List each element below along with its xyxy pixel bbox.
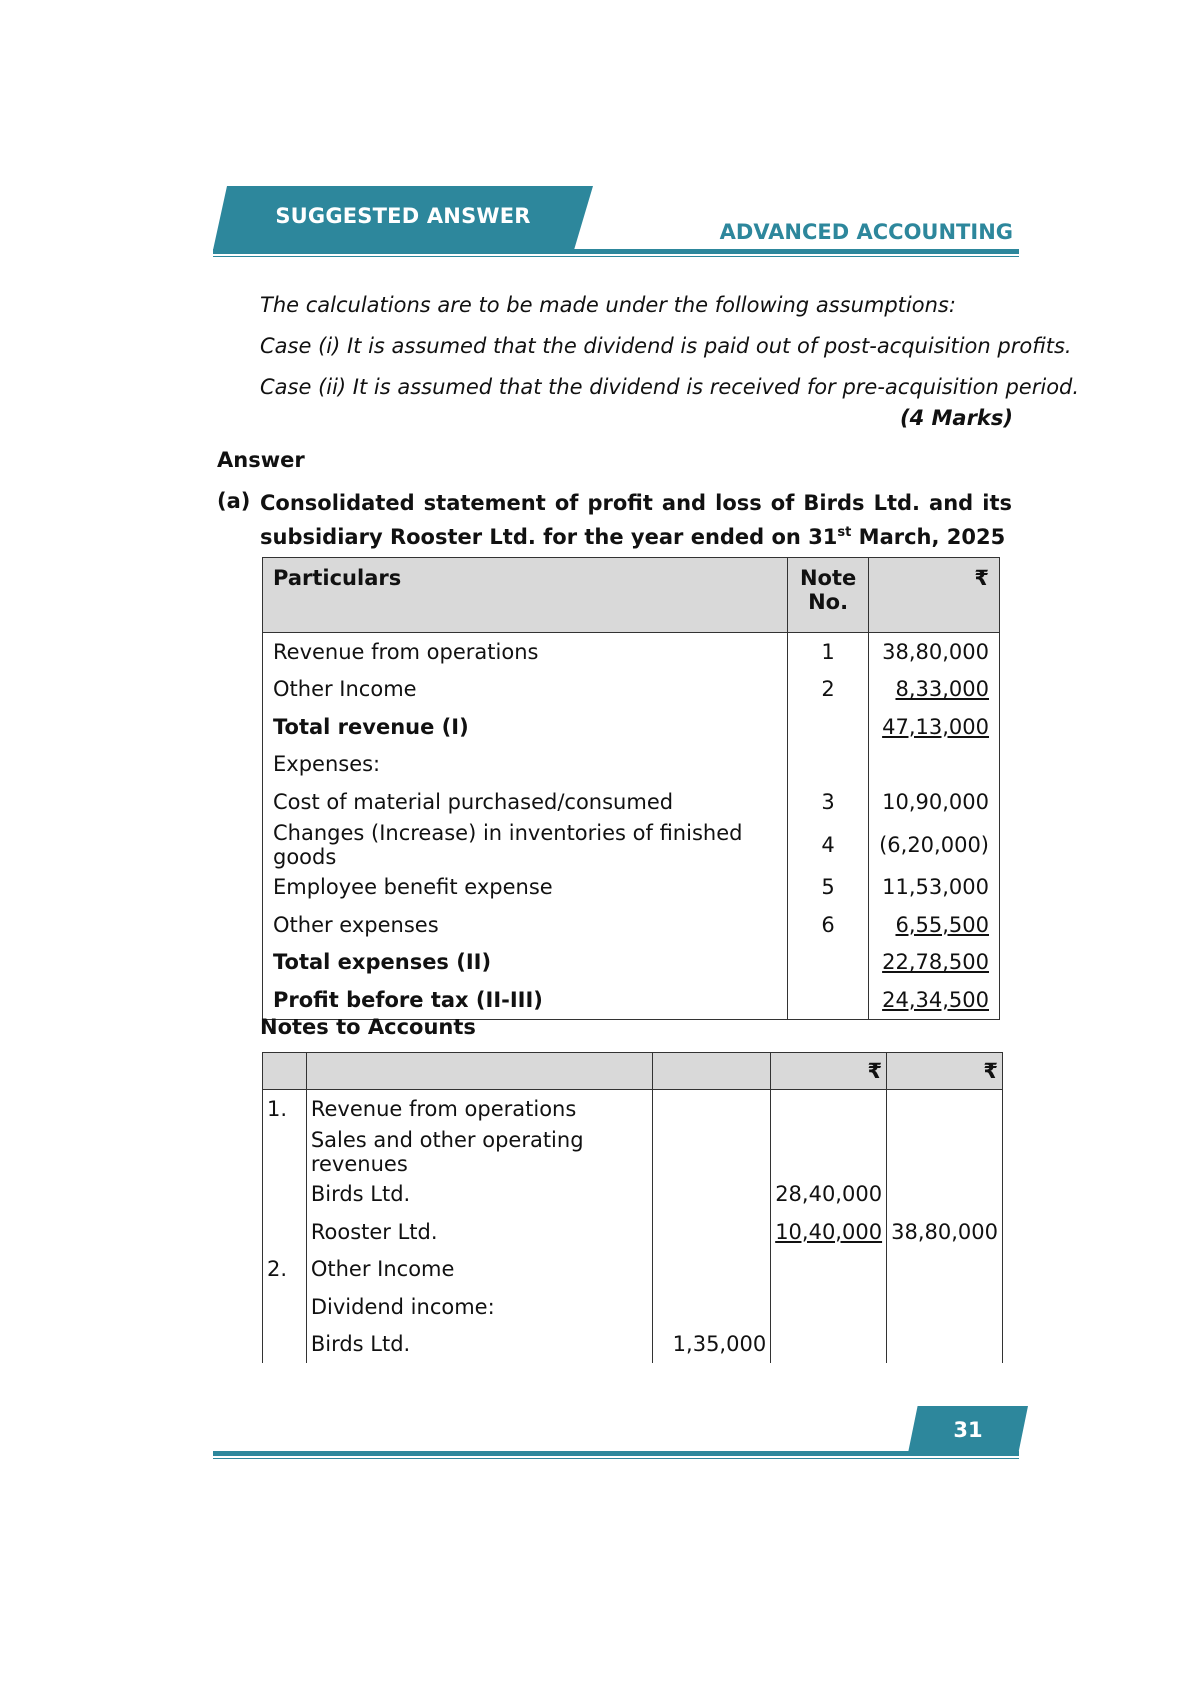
table-row [263,906,1000,944]
row-note: 1 [788,633,869,671]
header-rule [213,249,1019,254]
note-amount-a [653,1128,771,1176]
note-amount-a [653,1090,771,1128]
table-row [263,981,1000,1019]
row-particulars: Employee benefit expense [263,869,788,907]
row-note [788,708,869,746]
notes-table [262,1052,1003,1363]
row-amount: 47,13,000 [869,708,1000,746]
table-row [263,1326,1003,1364]
page-number: 31 [953,1418,983,1442]
note-amount-a [653,1288,771,1326]
note-amount-c [887,1176,1003,1214]
note-number: 2. [263,1251,307,1289]
marks-label: (4 Marks) [899,406,1013,430]
note-amount-c [887,1128,1003,1176]
row-note: 3 [788,783,869,821]
row-particulars: Revenue from operations [263,633,788,671]
table-row [263,1176,1003,1214]
row-note [788,746,869,784]
row-amount: 22,78,500 [869,944,1000,982]
note-desc: Sales and other operating revenues [306,1128,653,1176]
col-header-amount: ₹ [869,558,1000,633]
table-row [263,1251,1003,1289]
col-header-1 [263,1053,307,1090]
note-amount-c [887,1090,1003,1128]
table-row [263,783,1000,821]
note-amount-b [771,1326,887,1364]
col-header-3 [653,1053,771,1090]
table-row [263,746,1000,784]
row-particulars: Profit before tax (II-III) [263,981,788,1019]
note-amount-a: 1,35,000 [653,1326,771,1364]
note-amount-c [887,1326,1003,1364]
note-amount-b: 10,40,000 [771,1213,887,1251]
footer-rule [213,1451,1019,1456]
note-desc: Dividend income: [306,1288,653,1326]
table-header-row [263,1053,1003,1090]
row-amount: 6,55,500 [869,906,1000,944]
row-amount: 24,34,500 [869,981,1000,1019]
note-number [263,1326,307,1364]
row-note: 2 [788,671,869,709]
header-subject: ADVANCED ACCOUNTING [719,220,1013,244]
note-number [263,1288,307,1326]
note-amount-c: 38,80,000 [887,1213,1003,1251]
row-note: 4 [788,821,869,869]
header-tab-label: SUGGESTED ANSWER [275,204,531,228]
note-desc: Other Income [306,1251,653,1289]
note-amount-b [771,1251,887,1289]
table-row [263,944,1000,982]
note-desc: Revenue from operations [306,1090,653,1128]
row-particulars: Expenses: [263,746,788,784]
table-row [263,1128,1003,1176]
row-note: 5 [788,869,869,907]
table-row [263,1288,1003,1326]
footer-rule-thin [213,1458,1019,1459]
row-particulars: Cost of material purchased/consumed [263,783,788,821]
table-row [263,869,1000,907]
table-row [263,1090,1003,1128]
header-rule-thin [213,256,1019,257]
note-number [263,1213,307,1251]
table-row [263,1213,1003,1251]
row-amount [869,746,1000,784]
note-number [263,1176,307,1214]
note-amount-b [771,1288,887,1326]
col-header-4: ₹ [771,1053,887,1090]
row-amount: (6,20,000) [869,821,1000,869]
row-amount: 10,90,000 [869,783,1000,821]
col-header-5: ₹ [887,1053,1003,1090]
col-header-2 [306,1053,653,1090]
col-header-particulars: Particulars [263,558,788,633]
row-amount: 11,53,000 [869,869,1000,907]
note-desc: Birds Ltd. [306,1176,653,1214]
note-amount-b: 28,40,000 [771,1176,887,1214]
table-row [263,821,1000,869]
note-amount-a [653,1213,771,1251]
note-amount-a [653,1176,771,1214]
row-amount: 38,80,000 [869,633,1000,671]
note-desc: Birds Ltd. [306,1326,653,1364]
answer-heading: Answer [217,448,305,472]
note-desc: Rooster Ltd. [306,1213,653,1251]
question-title: Consolidated statement of profit and loss of Birds Ltd. and its subsidiary Rooster Ltd. for the year ended on 31st March, 2025 [260,491,1012,549]
row-note [788,944,869,982]
intro-line-3: Case (ii) It is assumed that the dividend is received for pre-acquisition period. [260,375,1080,399]
row-note [788,981,869,1019]
intro-line-1: The calculations are to be made under the following assumptions: [260,293,956,317]
table-row [263,671,1000,709]
note-amount-c [887,1288,1003,1326]
col-header-note: Note No. [788,558,869,633]
notes-title: Notes to Accounts [260,1015,476,1039]
note-amount-b [771,1090,887,1128]
pl-statement-table [262,557,1000,1020]
table-row [263,633,1000,671]
row-particulars: Other expenses [263,906,788,944]
table-row [263,708,1000,746]
row-particulars: Total revenue (I) [263,708,788,746]
note-amount-b [771,1128,887,1176]
note-amount-a [653,1251,771,1289]
row-particulars: Changes (Increase) in inventories of finished goods [263,821,788,869]
note-number: 1. [263,1090,307,1128]
question-label: (a) [217,489,251,513]
row-particulars: Total expenses (II) [263,944,788,982]
note-number [263,1128,307,1176]
note-amount-c [887,1251,1003,1289]
row-amount: 8,33,000 [869,671,1000,709]
row-note: 6 [788,906,869,944]
intro-line-2: Case (i) It is assumed that the dividend is paid out of post-acquisition profits. [260,334,1072,358]
row-particulars: Other Income [263,671,788,709]
table-header-row [263,558,1000,633]
